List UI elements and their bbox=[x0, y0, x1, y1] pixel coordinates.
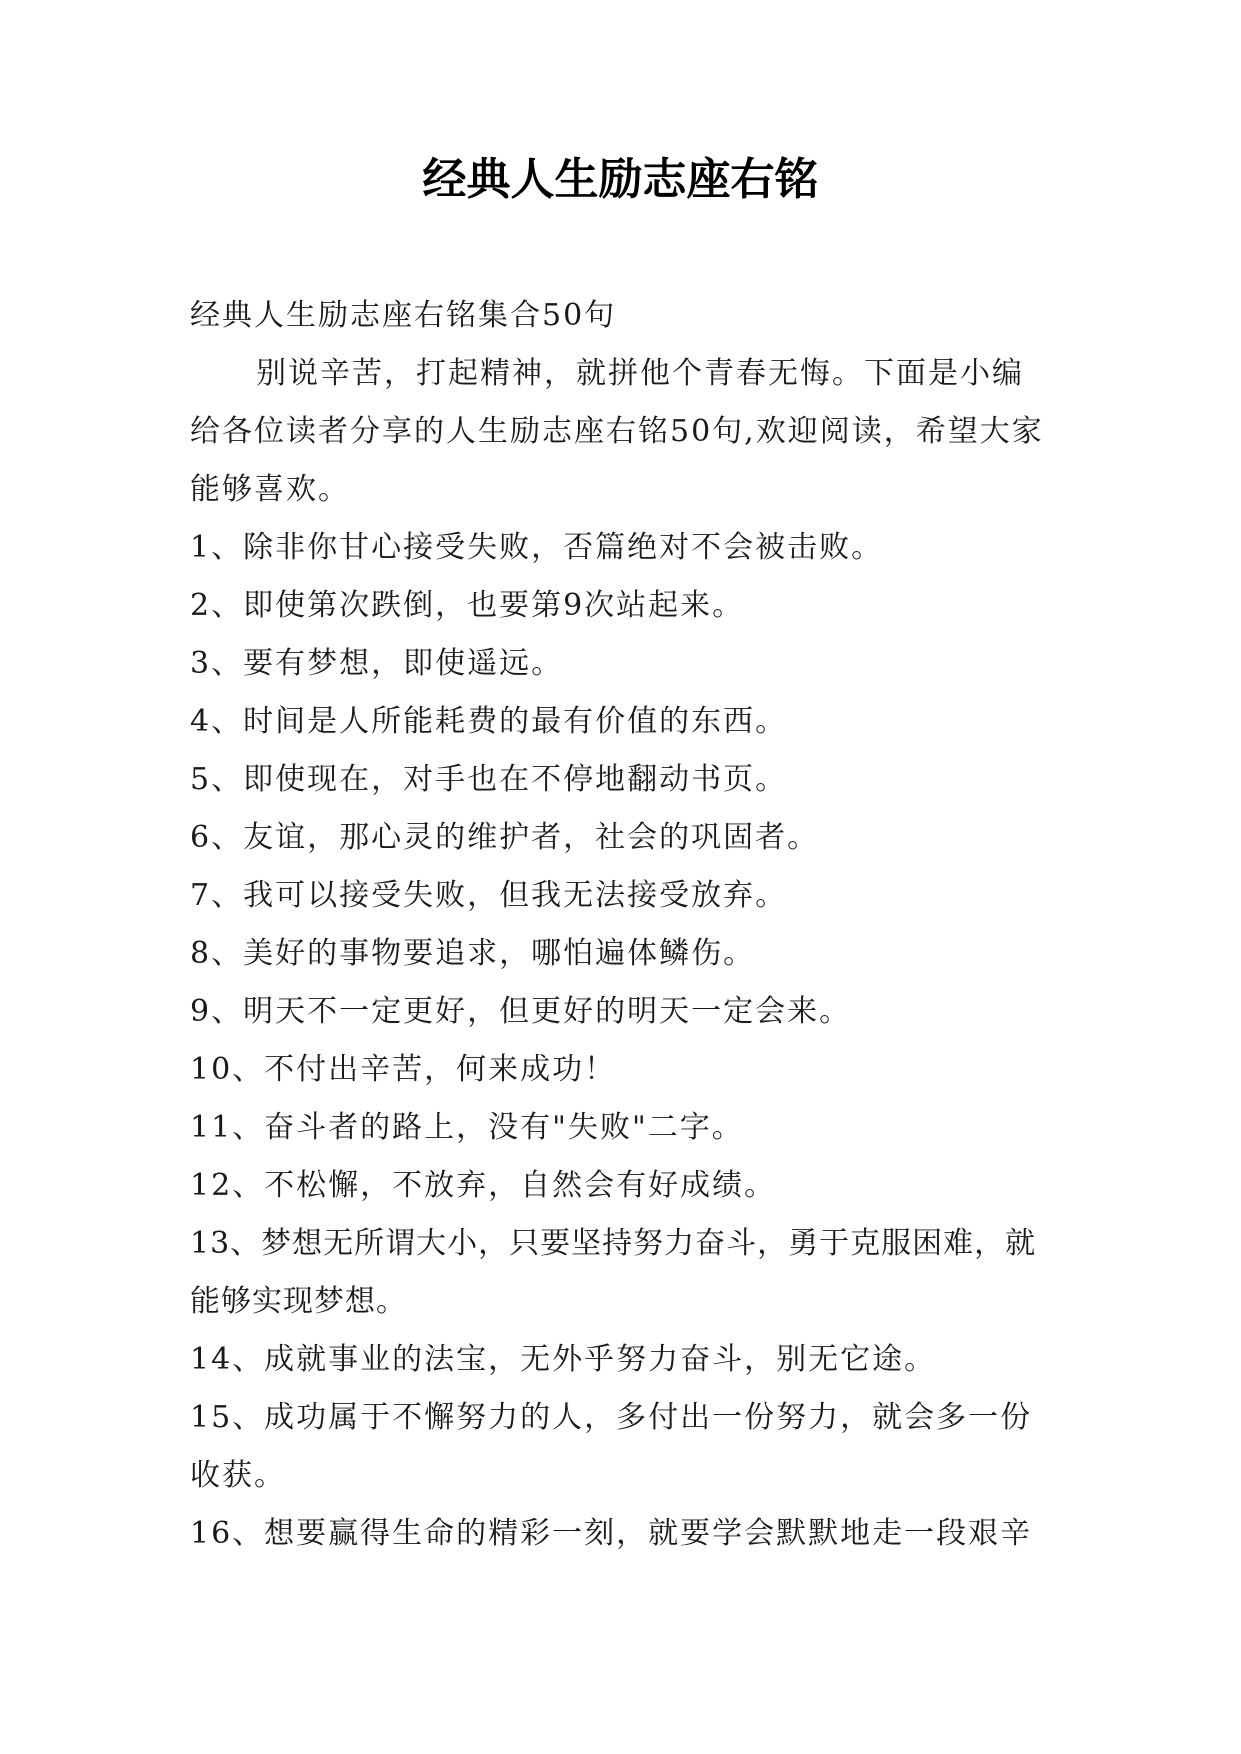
document-subtitle: 经典人生励志座右铭集合50句 bbox=[190, 298, 617, 333]
list-item: 9、明天不一定更好，但更好的明天一定会来。 bbox=[190, 994, 852, 1029]
intro-paragraph: 别说辛苦，打起精神，就拼他个青春无悔。下面是小编给各位读者分享的人生励志座右铭50句,欢迎阅读，希望大家能够喜欢。 bbox=[190, 356, 1044, 507]
document-title: 经典人生励志座右铭 bbox=[422, 154, 819, 205]
list-item: 8、美好的事物要追求，哪怕遍体鳞伤。 bbox=[190, 936, 756, 971]
list-item: 7、我可以接受失败，但我无法接受放弃。 bbox=[190, 878, 788, 913]
list-item: 2、即使第次跌倒，也要第9次站起来。 bbox=[190, 588, 745, 623]
document-body bbox=[190, 287, 1052, 1563]
list-item: 14、成就事业的法宝，无外乎努力奋斗，别无它途。 bbox=[190, 1342, 937, 1377]
list-item: 11、奋斗者的路上，没有"失败"二字。 bbox=[190, 1110, 744, 1145]
list-item: 4、时间是人所能耗费的最有价值的东西。 bbox=[190, 704, 788, 739]
list-item: 12、不松懈，不放弃，自然会有好成绩。 bbox=[190, 1168, 777, 1203]
list-item: 5、即使现在，对手也在不停地翻动书页。 bbox=[190, 762, 788, 797]
list-item: 13、梦想无所谓大小，只要坚持努力奋斗，勇于克服困难，就能够实现梦想。 bbox=[190, 1226, 1037, 1319]
list-item: 3、要有梦想，即使遥远。 bbox=[190, 646, 564, 681]
list-item: 1、除非你甘心接受失败，否篇绝对不会被击败。 bbox=[190, 530, 884, 565]
list-item: 6、友谊，那心灵的维护者，社会的巩固者。 bbox=[190, 820, 820, 855]
list-item: 15、成功属于不懈努力的人，多付出一份努力，就会多一份收获。 bbox=[190, 1400, 1033, 1493]
list-item: 10、不付出辛苦，何来成功！ bbox=[190, 1052, 617, 1087]
list-item: 16、想要赢得生命的精彩一刻，就要学会默默地走一段艰辛 bbox=[190, 1516, 1033, 1551]
